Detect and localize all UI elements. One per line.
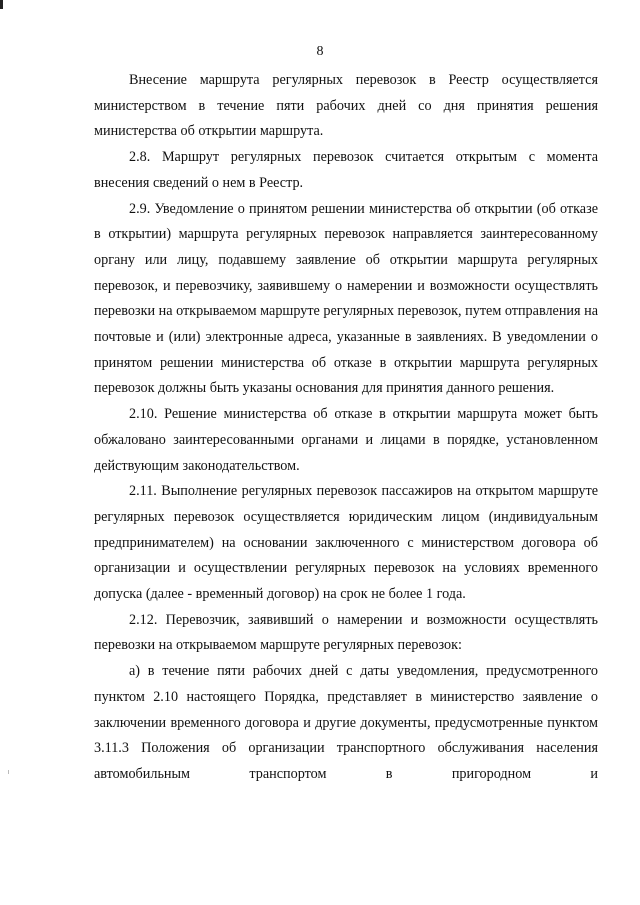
paragraph-2-8: 2.8. Маршрут регулярных перевозок считается открытым с момента внесения сведений о нем в Реестр. xyxy=(94,149,598,191)
paragraph-2-12-a: а) в течение пяти рабочих дней с даты уведомления, предусмотренного пунктом 2.10 настоящего Порядка, представляет в министерство заявление о заключении временного договора и другие документы, предусмотренные пунктом 3.11.3 Положения об организации транспортного обслуживания населения автомобильным транспортом в пригородном и xyxy=(94,663,598,782)
paragraph-2-10: 2.10. Решение министерства об отказе в открытии маршрута может быть обжаловано заинтересованными органами и лицами в порядке, установленном действующим законодательством. xyxy=(94,406,598,474)
paragraph-2-11: 2.11. Выполнение регулярных перевозок пассажиров на открытом маршруте регулярных перевозок осуществляется юридическим лицом (индивидуальным предпринимателем) на основании заключенного с министерством договора об организации и осуществлении регулярных перевозок на условиях временного допуска (далее - временный договор) на срок не более 1 года. xyxy=(94,483,598,603)
paragraph-2-9: 2.9. Уведомление о принятом решении министерства об открытии (об отказе в открытии) маршрута регулярных перевозок направляется заинтересованному органу или лицу, подавшему заявление об открытии маршрута регулярных перевозок, и перевозчику, заявившему о намерении и возможности осуществлять перевозки на открываемом маршруте регулярных перевозок, путем отправления на почтовые и (или) электронные адреса, указанные в заявлениях. В уведомлении о принятом решении министерства об отказе в открытии маршрута регулярных перевозок должны быть указаны основания для принятия данного решения. xyxy=(94,200,598,397)
paragraph-registry-entry: Внесение маршрута регулярных перевозок в Реестр осуществляется министерством в течение пяти рабочих дней со дня принятия решения министерства об открытии маршрута. xyxy=(94,72,598,140)
paragraph-2-12: 2.12. Перевозчик, заявивший о намерении и возможности осуществлять перевозки на открываемом маршруте регулярных перевозок: xyxy=(94,611,598,654)
document-body xyxy=(94,68,598,788)
scan-speck xyxy=(8,770,9,774)
scan-corner-mark xyxy=(0,0,3,9)
page-number: 8 xyxy=(316,44,324,59)
